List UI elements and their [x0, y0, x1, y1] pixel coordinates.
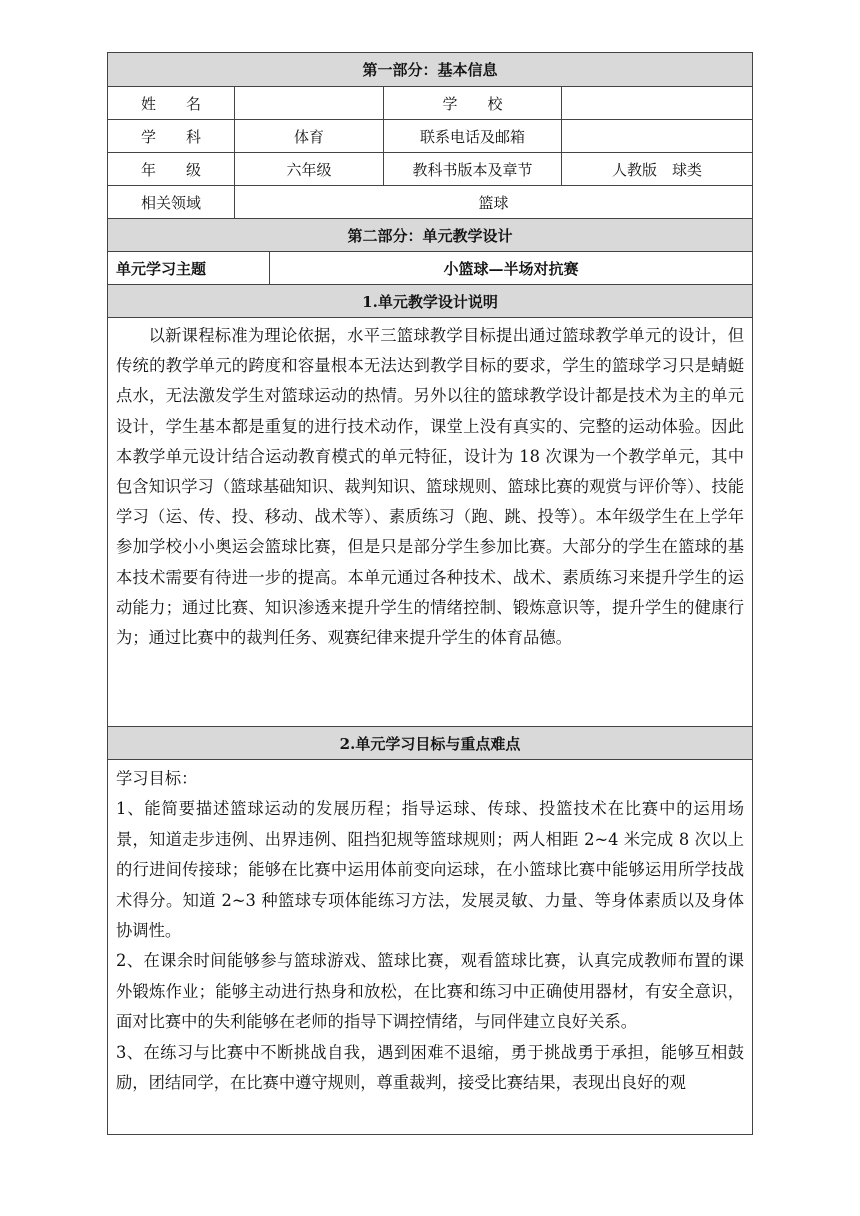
theme-row — [107, 252, 753, 285]
textbook-label: 教科书版本及章节 — [384, 153, 562, 185]
field-row — [107, 186, 753, 219]
school-value[interactable] — [562, 87, 752, 119]
school-label: 学 校 — [384, 87, 562, 119]
contact-value[interactable] — [562, 120, 752, 152]
section2-title: 2.单元学习目标与重点难点 — [108, 727, 752, 759]
grade-value: 六年级 — [235, 153, 384, 185]
contact-label: 联系电话及邮箱 — [384, 120, 562, 152]
part2-header-row — [107, 219, 753, 252]
part1-title: 第一部分：基本信息 — [108, 53, 752, 86]
field-value: 篮球 — [478, 193, 509, 212]
grade-label: 年 级 — [108, 153, 235, 185]
grade-textbook-row — [107, 153, 753, 186]
field-label: 相关领域 — [108, 186, 235, 218]
theme-label: 单元学习主题 — [108, 252, 270, 284]
subject-label: 学 科 — [108, 120, 235, 152]
section2-header-row — [107, 727, 753, 760]
subject-value: 体育 — [235, 120, 384, 152]
part1-header-row — [107, 52, 753, 87]
subject-contact-row — [107, 120, 753, 153]
name-school-row — [107, 87, 753, 120]
section2-content — [108, 760, 752, 1132]
section1-text: 以新课程标准为理论依据，水平三篮球教学目标提出通过篮球教学单元的设计，但传统的教学单元的跨度和容量根本无法达到教学目标的要求，学生的篮球学习只是蜻蜓点水，无法激发学生对篮球运动的热情。另外以往的篮球教学设计都是技术为主的单元设计，学生基本都是重复的进行技术动作，课堂上没有真实的、完整的运动体验。因此本教学单元设计结合运动教育模式的单元特征，设计为 18 次课为一个教学单元，其中包含知识学习（篮球基础知识、裁判知识、篮球规则、篮球比赛的观赏与评价等）、技能学习（运、传、投、移动、战术等）、素质练习（跑、跳、投等）。本年级学生在上学年参加学校小小奥运会篮球比赛，但是只是部分学生参加比赛。大部分的学生在篮球的基本技术需要有待进一步的提高。本单元通过各种技术、战术、素质练习来提升学生的运动能力；通过比赛、知识渗透来提升学生的情绪控制、锻炼意识等，提升学生的健康行为；通过比赛中的裁判任务、观赛纪律来提升学生的体育品德。 — [116, 326, 744, 648]
goal-3: 3、在练习与比赛中不断挑战自我，遇到困难不退缩，勇于挑战勇于承担，能够互相鼓励，团结同学，在比赛中遵守规则，尊重裁判，接受比赛结果，表现出良好的观 — [116, 1042, 744, 1093]
section1-body-row — [107, 318, 753, 727]
lesson-plan-table — [107, 52, 753, 1135]
part2-title: 第二部分：单元教学设计 — [108, 219, 752, 251]
name-label: 姓 名 — [108, 87, 235, 119]
section1-header-row — [107, 285, 753, 318]
section2-body-row — [107, 760, 753, 1135]
theme-value: 小篮球—半场对抗赛 — [443, 259, 579, 278]
textbook-value: 人教版 球类 — [611, 160, 702, 179]
goal-2: 2、在课余时间能够参与篮球游戏、篮球比赛，观看篮球比赛，认真完成教师布置的课外锻炼作业；能够主动进行热身和放松，在比赛和练习中正确使用器材，有安全意识，面对比赛中的失利能够在老师的指导下调控情绪，与同伴建立良好关系。 — [116, 951, 744, 1032]
goal-1: 1、能简要描述篮球运动的发展历程；指导运球、传球、投篮技术在比赛中的运用场景，知道走步违例、出界违例、阻挡犯规等篮球规则；两人相距 2~4 米完成 8 次以上的行进间传接球；能够在比赛中运用体前变向运球，在小篮球比赛中能够运用所学技战术得分。知道 2~3 种篮球专项体能练习方法，发展灵敏、力量、等身体素质以及身体协调性。 — [116, 799, 744, 941]
goals-intro: 学习目标： — [116, 769, 198, 788]
name-value[interactable] — [235, 87, 384, 119]
section1-title: 1.单元教学设计说明 — [108, 285, 752, 317]
